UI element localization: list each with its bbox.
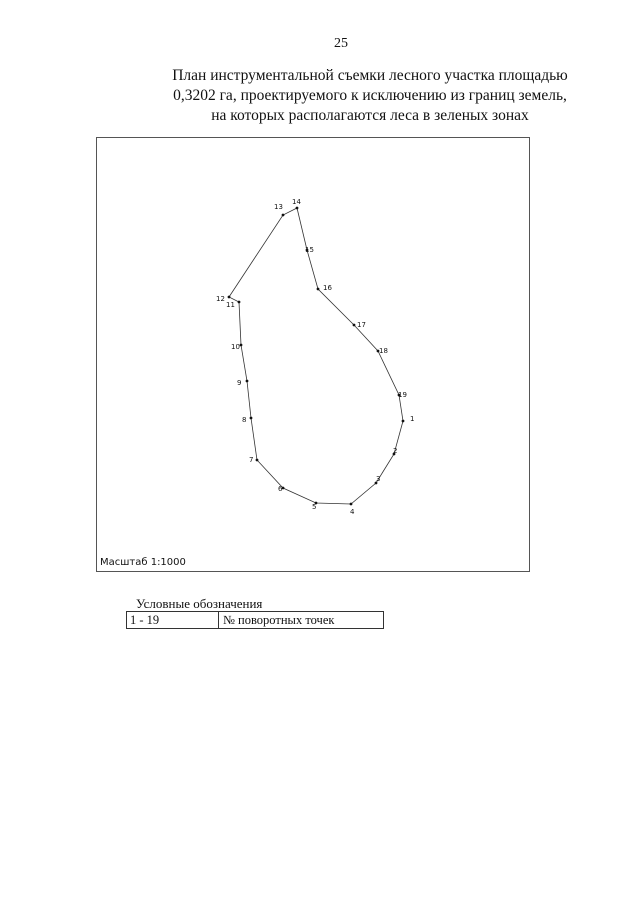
turning-point-label: 10 bbox=[231, 343, 240, 351]
title-line-1: План инструментальной съемки лесного участка площадью bbox=[172, 67, 568, 84]
legend-title: Условные обозначения bbox=[136, 596, 263, 611]
turning-point-label: 3 bbox=[376, 475, 381, 483]
turning-point-marker bbox=[402, 420, 405, 423]
legend-range: 1 - 19 bbox=[127, 612, 219, 628]
legend-description: № поворотных точек bbox=[223, 613, 335, 627]
turning-point-marker bbox=[250, 417, 253, 420]
title-line-2: 0,3202 га, проектируемого к исключению из границ земель, bbox=[173, 87, 567, 104]
turning-point-label: 14 bbox=[292, 198, 301, 206]
turning-point-marker bbox=[296, 207, 299, 210]
turning-point-label: 19 bbox=[398, 391, 407, 399]
title-line-3: на которых располагаются леса в зеленых зонах bbox=[211, 107, 529, 124]
turning-point-label: 18 bbox=[379, 347, 388, 355]
turning-point-marker bbox=[228, 296, 231, 299]
turning-point-label: 16 bbox=[323, 284, 332, 292]
turning-point-label: 5 bbox=[312, 503, 317, 511]
plot-boundary bbox=[229, 208, 403, 504]
turning-point-label: 4 bbox=[350, 508, 355, 516]
turning-point-label: 6 bbox=[278, 485, 283, 493]
turning-point-marker bbox=[350, 503, 353, 506]
turning-point-label: 7 bbox=[249, 456, 254, 464]
turning-point-label: 13 bbox=[274, 203, 283, 211]
turning-point-label: 17 bbox=[357, 321, 366, 329]
turning-point-marker bbox=[282, 214, 285, 217]
scale-label: Масштаб 1:1000 bbox=[100, 557, 186, 568]
turning-point-marker bbox=[240, 344, 243, 347]
page-number: 25 bbox=[334, 36, 348, 51]
turning-point-marker bbox=[256, 459, 259, 462]
turning-point-label: 8 bbox=[242, 416, 247, 424]
document-title bbox=[100, 66, 640, 126]
survey-plan bbox=[96, 137, 530, 572]
turning-point-label: 1 bbox=[410, 415, 415, 423]
turning-point-marker bbox=[238, 301, 241, 304]
turning-point-marker bbox=[353, 324, 356, 327]
turning-point-label: 11 bbox=[226, 301, 235, 309]
plan-drawing bbox=[97, 138, 529, 571]
turning-point-marker bbox=[317, 288, 320, 291]
turning-point-label: 9 bbox=[237, 379, 242, 387]
turning-point-label: 15 bbox=[305, 246, 314, 254]
turning-point-label: 12 bbox=[216, 295, 225, 303]
turning-point-marker bbox=[246, 380, 249, 383]
turning-point-label: 2 bbox=[393, 447, 398, 455]
legend-table bbox=[126, 611, 384, 629]
